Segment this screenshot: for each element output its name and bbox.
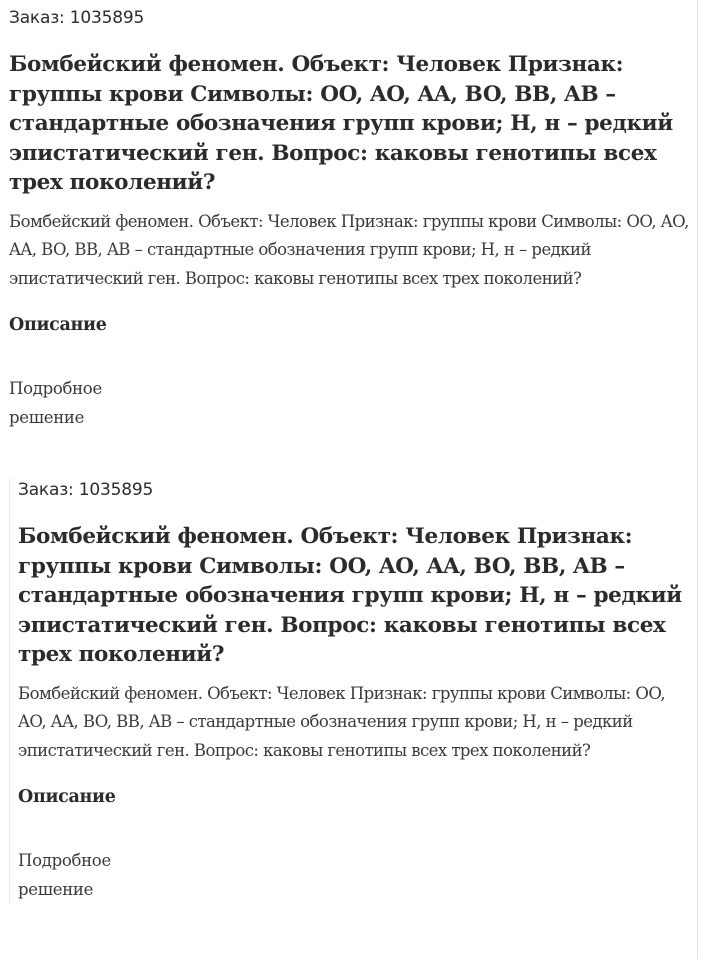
detailed-solution-link[interactable]: Подробное решение xyxy=(9,379,102,427)
order-number: Заказ: 1035895 xyxy=(18,480,154,500)
order-card-duplicate xyxy=(9,478,693,904)
order-number: Заказ: 1035895 xyxy=(9,8,145,28)
section-heading-description: Описание xyxy=(18,787,116,807)
detailed-solution-link[interactable]: Подробное решение xyxy=(18,851,111,899)
order-title: Бомбейский феномен. Объект: Человек Признак: группы крови Символы: OO, AO, AA, BO, BB, AB – стандартные обозначения групп крови; H, н – редкий эпистатический ген. Вопрос: каковы генотипы всех трех поколений? xyxy=(18,524,682,667)
section-heading-description: Описание xyxy=(9,315,107,335)
order-description: Бомбейский феномен. Объект: Человек Признак: группы крови Символы: OO, AO, AA, BO, BB, AB – стандартные обозначения групп крови; H, н – редкий эпистатический ген. Вопрос: каковы генотипы всех трех поколений? xyxy=(9,211,689,288)
order-card xyxy=(9,6,693,432)
order-description: Бомбейский феномен. Объект: Человек Признак: группы крови Символы: OO, AO, AA, BO, BB, AB – стандартные обозначения групп крови; H, н – редкий эпистатический ген. Вопрос: каковы генотипы всех трех поколений? xyxy=(18,683,666,760)
order-title: Бомбейский феномен. Объект: Человек Признак: группы крови Символы: OO, AO, AA, BO, BB, AB – стандартные обозначения групп крови; H, н – редкий эпистатический ген. Вопрос: каковы генотипы всех трех поколений? xyxy=(9,52,673,195)
